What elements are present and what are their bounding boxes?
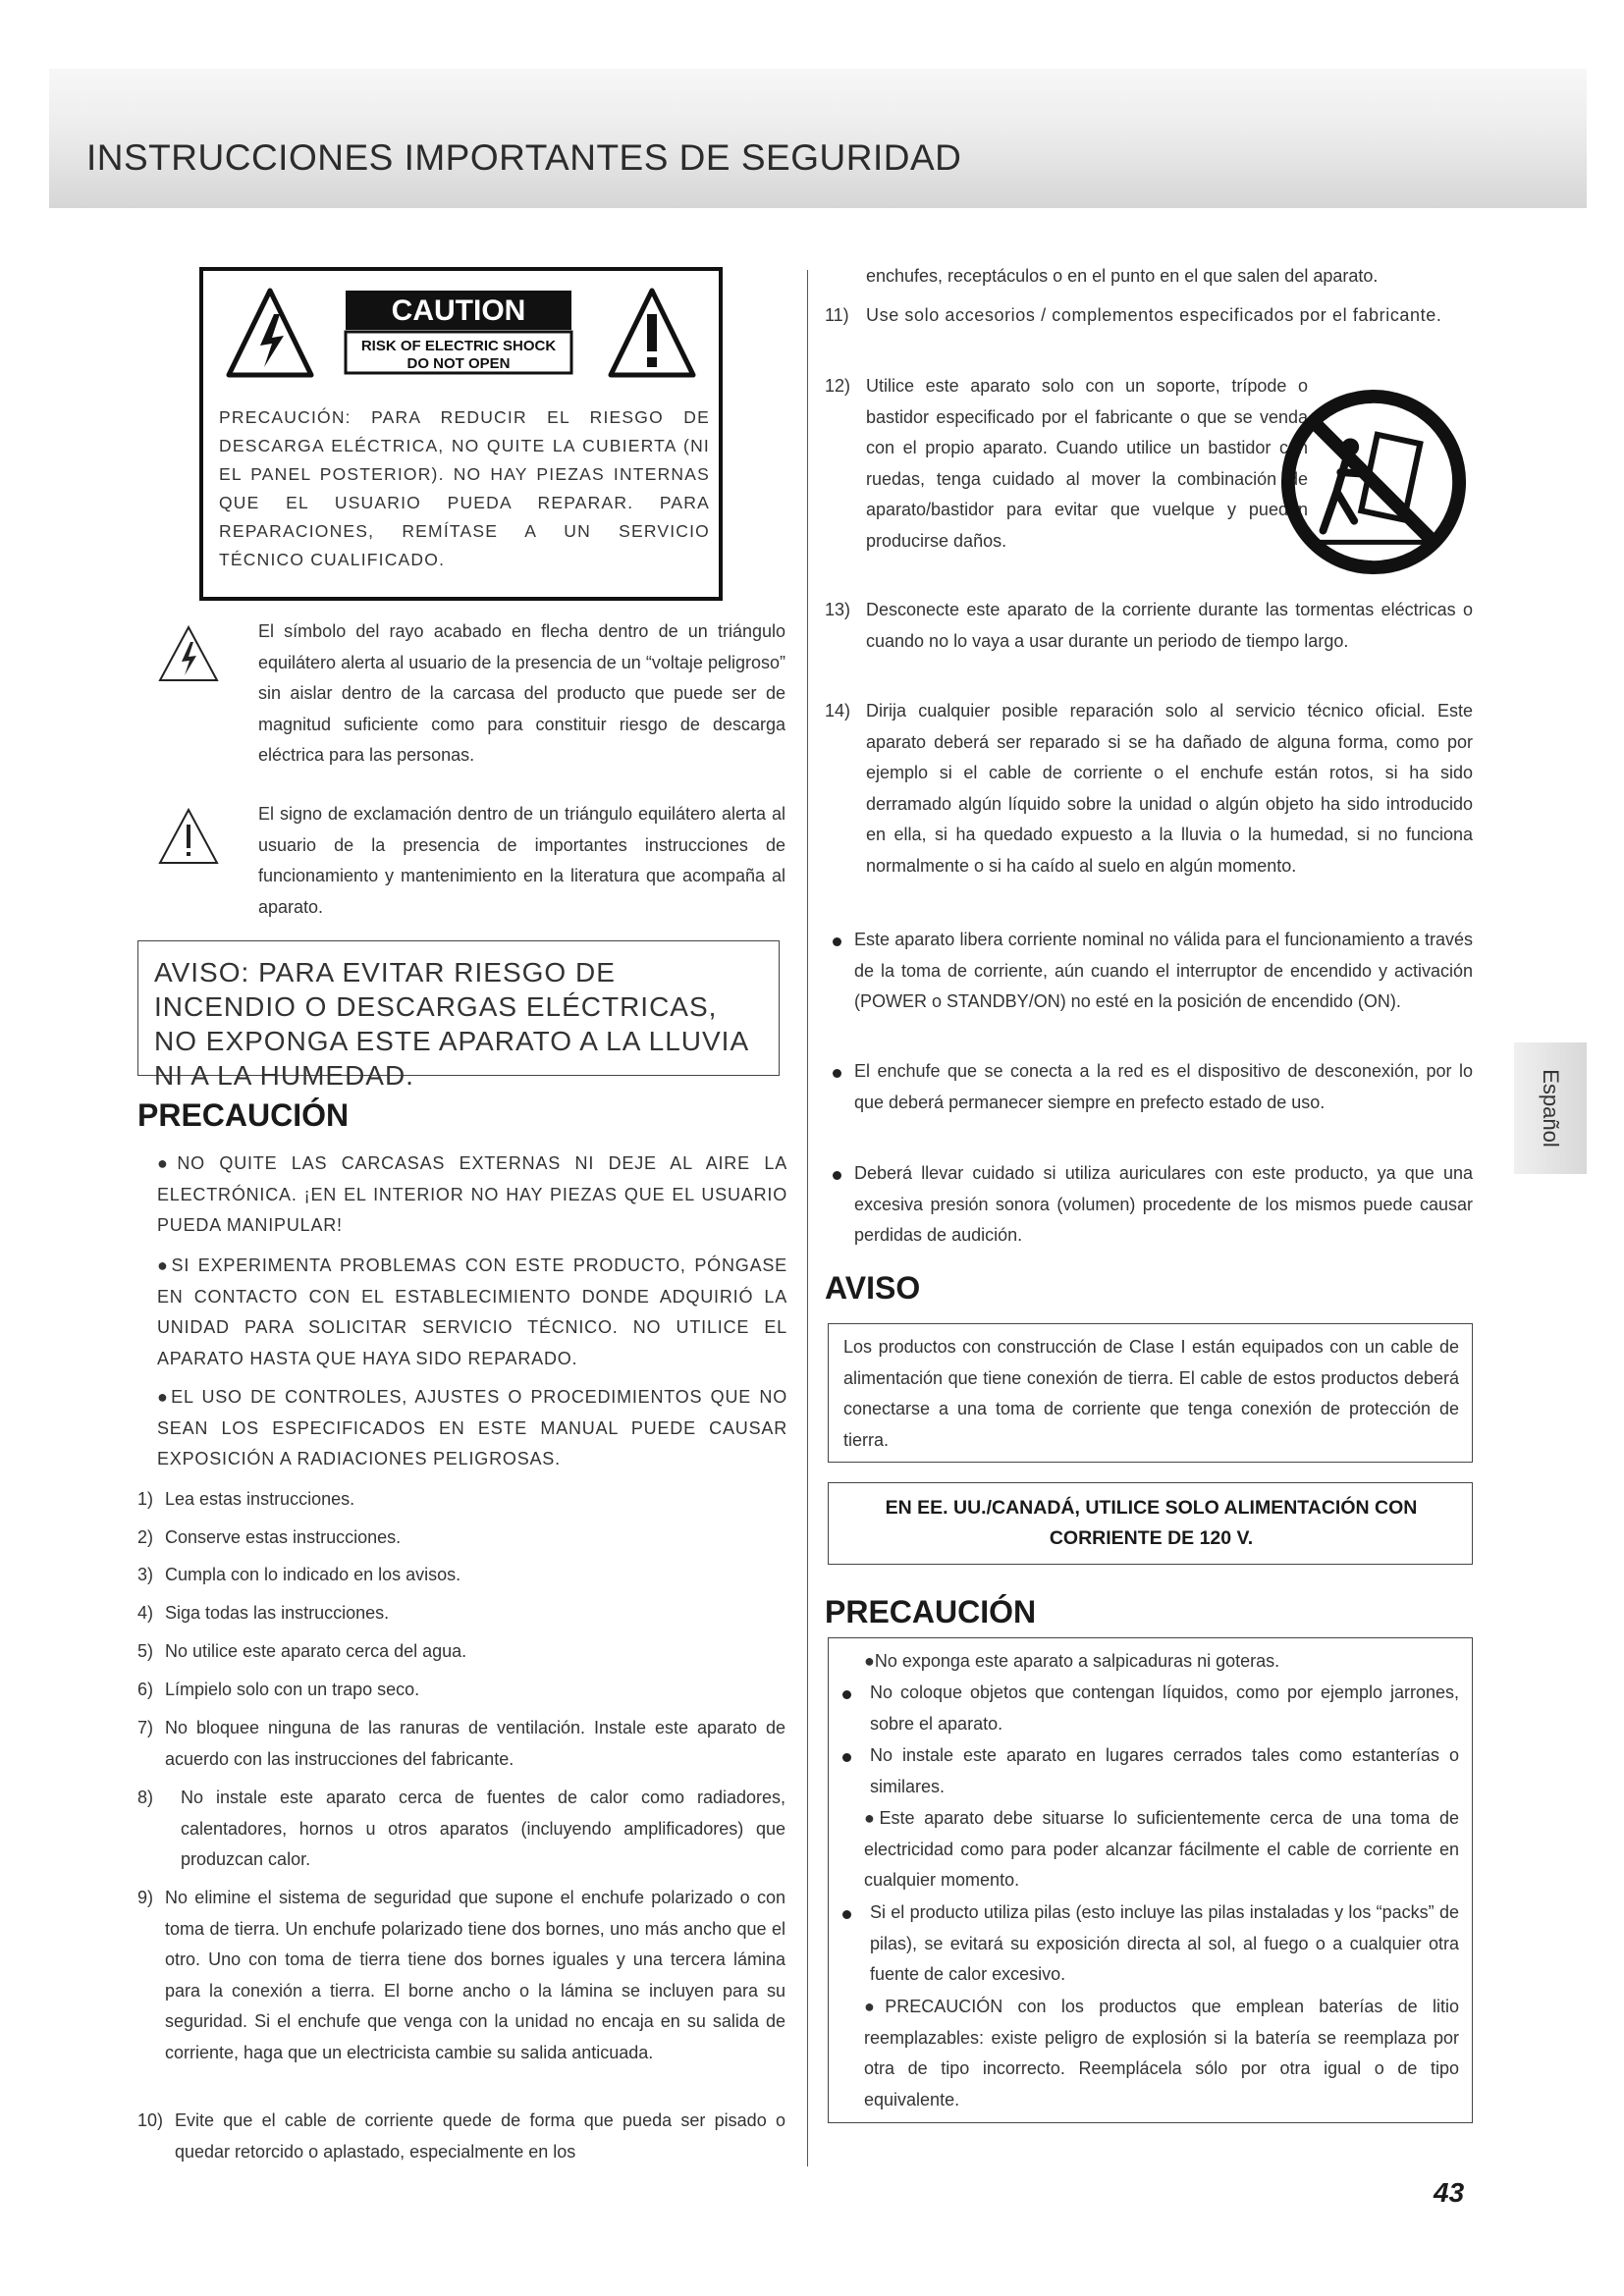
usa-power-notice-box (828, 1482, 1473, 1565)
precaucion-left-item-1: ●NO QUITE LAS CARCASAS EXTERNAS NI DEJE AL AIRE LA ELECTRÓNICA. ¡EN EL INTERIOR NO HAY PIEZAS QUE EL USUARIO PUEDA MANIPULAR! (157, 1153, 787, 1235)
caution-graphic (223, 285, 699, 383)
lightning-triangle-icon (229, 291, 311, 375)
instruction-13: 13) Desconecte este aparato de la corriente durante las tormentas eléctricas o cuando no lo vaya a usar durante un periodo de tiempo largo. (825, 600, 1473, 651)
precaucion-right-item-4: ●Este aparato debe situarse lo suficientemente cerca de una toma de electricidad como para poder alcanzar fácilmente el cable de corriente en cualquier momento. (864, 1808, 1459, 1890)
exclamation-triangle-icon (157, 807, 220, 866)
caution-warning-text: PRECAUCIÓN: PARA REDUCIR EL RIESGO DE DESCARGA ELÉCTRICA, NO QUITE LA CUBIERTA (NI EL PANEL POSTERIOR). NO HAY PIEZAS INTERNAS QUE EL USUARIO PUEDA REPARAR. PARA REPARACIONES, REMÍTASE A UN SERVICIO TÉCNICO CUALIFICADO. (219, 407, 710, 569)
page-number: 43 (1434, 2177, 1465, 2208)
aviso-class-i-box (828, 1323, 1473, 1463)
lightning-symbol-explanation (157, 616, 785, 774)
bullet-icon (842, 1753, 851, 1762)
instruction-11: 11) Use solo accesorios / complementos especificados por el fabricante. (825, 305, 1442, 325)
precaucion-right-item-2: No coloque objetos que contengan líquidos, como por ejemplo jarrones, sobre el aparato. (842, 1678, 1459, 1740)
right-bullet-1: Este aparato libera corriente nominal no válida para el funcionamiento a través de la toma de corriente, aún cuando el interruptor de encendido y activación (POWER o STANDBY/ON) no esté en la posición de encendido (ON). (833, 925, 1473, 1050)
cart-warning-icon (1276, 385, 1471, 579)
column-divider (807, 270, 808, 2166)
exclamation-symbol-explanation (157, 799, 785, 927)
right-bullet-3: Deberá llevar cuidado si utiliza auriculares con este producto, ya que una excesiva presión sonora (volumen) procedente de los mismos puede causar perdidas de audición. (833, 1158, 1473, 1253)
instruction-10-continued: enchufes, receptáculos o en el punto en el que salen del aparato. (866, 266, 1379, 286)
instruction-6: 6) Límpielo solo con un trapo seco. (137, 1680, 420, 1699)
instruction-2: 2) Conserve estas instrucciones. (137, 1527, 402, 1547)
aviso-heading: AVISO (825, 1270, 921, 1306)
precaucion-right-item-6: ●PRECAUCIÓN con los productos que emplean baterías de litio reemplazables: existe peligro de explosión si la batería se reemplaza por otra de tipo incorrecto. Reemplácela sólo por otra igual o de tipo equivalente. (864, 1997, 1459, 2109)
language-tab[interactable] (1514, 1042, 1587, 1174)
precaucion-right-item-1: ●No exponga este aparato a salpicaduras ni goteras. (864, 1651, 1280, 1671)
instruction-4: 4) Siga todas las instrucciones. (137, 1603, 390, 1623)
instruction-9: 9) No elimine el sistema de seguridad que supone el enchufe polarizado o con toma de tierra. Un enchufe polarizado tiene dos bornes, uno más ancho que el otro. Uno con toma de tierra tiene dos bornes iguales y una tercera lámina para la conexión a tierra. El borne ancho o la lámina se incluyen para su seguridad. Si el enchufe que venga con la unidad no encaja en su salida de corriente, haga que un electricista cambie su salida anticuada. (137, 1888, 785, 2062)
exclamation-triangle-icon (611, 291, 693, 375)
language-tab-label: Español (1539, 1069, 1563, 1148)
fire-warning-box (137, 940, 780, 1091)
precaucion-left-item-3: ●EL USO DE CONTROLES, AJUSTES O PROCEDIMIENTOS QUE NO SEAN LOS ESPECIFICADOS EN ESTE MANUAL PUEDE CAUSAR EXPOSICIÓN A RADIACIONES PELIGROSAS. (157, 1387, 787, 1468)
precaucion-right-item-3: No instale este aparato en lugares cerrados tales como estanterías o similares. (842, 1740, 1459, 1803)
caution-line1: RISK OF ELECTRIC SHOCK (360, 338, 557, 354)
precaucion-heading-right: PRECAUCIÓN (825, 1594, 1037, 1629)
instruction-14: 14) Dirija cualquier posible reparación solo al servicio técnico oficial. Este aparato deberá ser reparado si se ha dañado de alguna forma, como por ejemplo si el cable de corriente o el enchufe están rotos, si ha sido derramado algún líquido sobre la unidad o algún objeto ha sido introducido en ella, si ha quedado expuesto a la lluvia o la humedad, si no funciona normalmente o si ha caído al suelo en algún momento. (825, 701, 1473, 876)
page-title: INSTRUCCIONES IMPORTANTES DE SEGURIDAD (86, 137, 962, 178)
bullet-icon (833, 937, 841, 946)
precaucion-right-item-5: Si el producto utiliza pilas (esto incluye las pilas instaladas y los “packs” de pilas), se evitará su exposición directa al sol, al fuego o a cualquier otra fuente de calor excesivo. (842, 1897, 1459, 1992)
caution-label (199, 267, 723, 601)
lightning-triangle-icon (157, 624, 220, 683)
instruction-10: 10) Evite que el cable de corriente quede de forma que pueda ser pisado o quedar retorcido o aplastado, especialmente en los (137, 2110, 785, 2162)
bullet-icon (842, 1910, 851, 1919)
instruction-7: 7) No bloquee ninguna de las ranuras de ventilación. Instale este aparato de acuerdo con las instrucciones del fabricante. (137, 1718, 785, 1769)
instruction-3: 3) Cumpla con lo indicado en los avisos. (137, 1565, 461, 1584)
bullet-icon (833, 1069, 841, 1078)
usa-power-notice-text: EN EE. UU./CANADÁ, UTILICE SOLO ALIMENTACIÓN CON CORRIENTE DE 120 V. (885, 1497, 1418, 1549)
precaucion-heading-left: PRECAUCIÓN (137, 1097, 350, 1133)
right-bullet-2: El enchufe que se conecta a la red es el dispositivo de desconexión, por lo que deberá permanecer siempre en prefecto estado de uso. (833, 1056, 1473, 1150)
precaucion-left-item-2: ●SI EXPERIMENTA PROBLEMAS CON ESTE PRODUCTO, PÓNGASE EN CONTACTO CON EL ESTABLECIMIENTO DONDE ADQUIRIÓ LA UNIDAD PARA SOLICITAR SERVICIO TÉCNICO. NO UTILICE EL APARATO HASTA QUE HAYA SIDO REPARADO. (157, 1255, 787, 1368)
lightning-symbol-text: El símbolo del rayo acabado en flecha dentro de un triángulo equilátero alerta al usuario de la presencia de un “voltaje peligroso” sin aislar dentro de la carcasa del producto que puede ser de magnitud suficiente como para constituir riesgo de descarga eléctrica para las personas. (258, 621, 785, 765)
instruction-12: 12) Utilice este aparato solo con un soporte, trípode o bastidor especificado por el fabricante o que se venda con el propio aparato. Cuando utilice un bastidor con ruedas, tenga cuidado al mover la combinación de aparato/bastidor para evitar que vuelque y puedan producirse daños. (825, 376, 1308, 551)
caution-title: CAUTION (391, 294, 526, 327)
aviso-class-i-text: Los productos con construcción de Clase I están equipados con un cable de alimentación que tiene conexión de tierra. El cable de estos productos deberá conectarse a una toma de corriente que tenga conexión de protección de tierra. (843, 1337, 1459, 1450)
fire-warning-text: AVISO: PARA EVITAR RIESGO DE INCENDIO O DESCARGAS ELÉCTRICAS, NO EXPONGA ESTE APARATO A LA LLUVIA NI A LA HUMEDAD. (154, 957, 748, 1091)
precaucion-right-box (828, 1637, 1473, 2123)
caution-line2: DO NOT OPEN (406, 355, 511, 372)
instruction-8: 8) No instale este aparato cerca de fuentes de calor como radiadores, calentadores, hornos u otros aparatos (incluyendo amplificadores) que produzcan calor. (137, 1788, 785, 1869)
exclamation-symbol-text: El signo de exclamación dentro de un triángulo equilátero alerta al usuario de la presencia de importantes instrucciones de funcionamiento y mantenimiento en la literatura que acompaña al aparato. (258, 804, 785, 917)
instruction-1: 1) Lea estas instrucciones. (137, 1489, 355, 1509)
bullet-icon (833, 1171, 841, 1180)
instruction-5: 5) No utilice este aparato cerca del agua. (137, 1641, 467, 1661)
bullet-icon (842, 1690, 851, 1699)
